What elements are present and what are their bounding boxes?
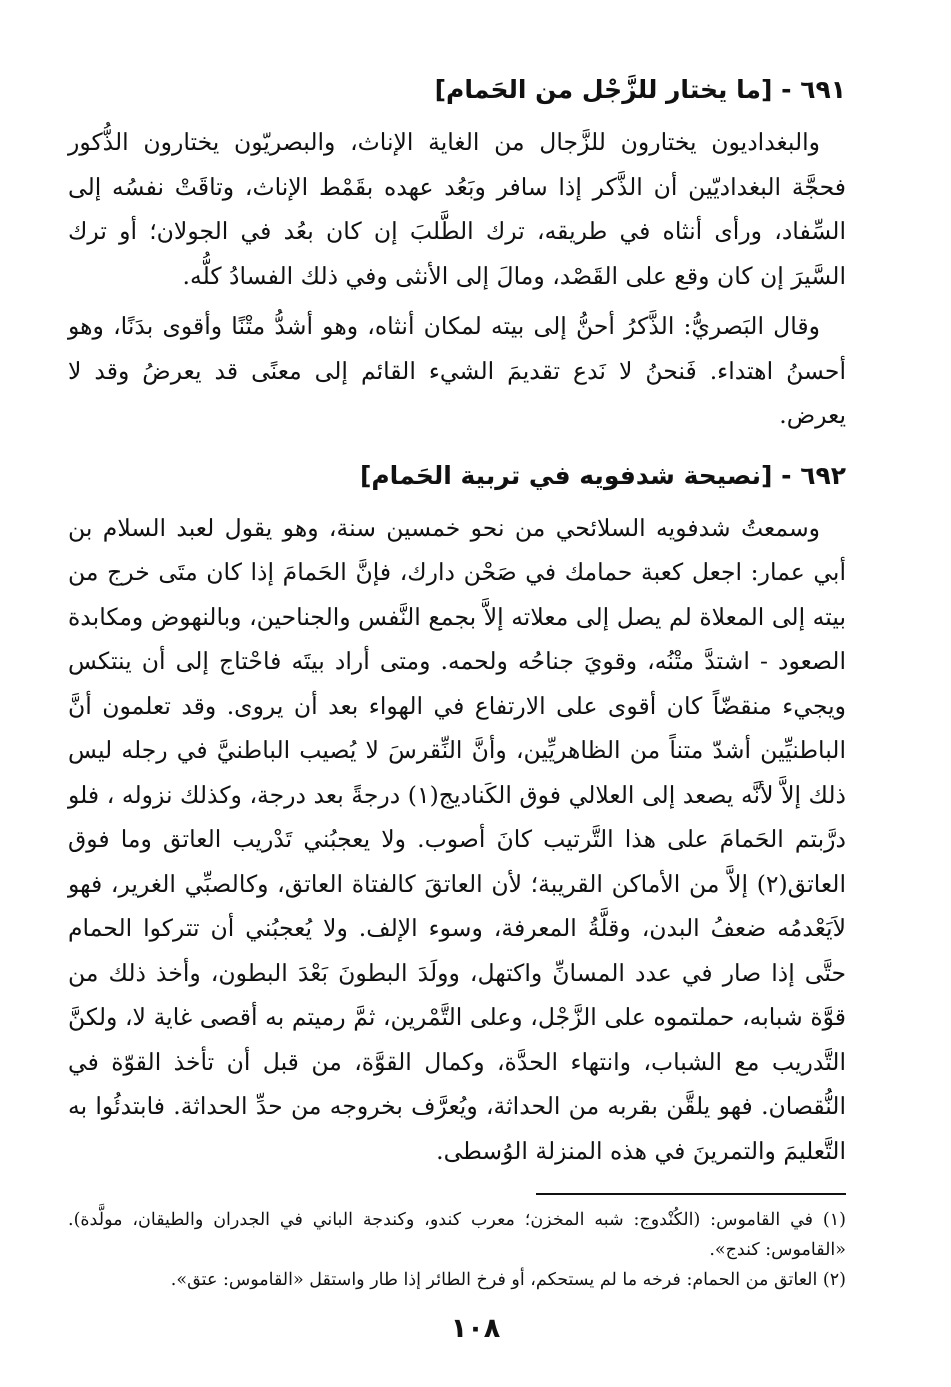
footnote-1: (١) في القاموس: (الكُنْدوج: شبه المخزن؛ معرب كندو، وكندجة الباني في الجدران والطيقان، مولَّدة). «القاموس: كندج». <box>68 1210 846 1260</box>
section-heading-691: ٦٩١ - [ما يختار للزَّجْل من الحَمام] <box>434 75 846 104</box>
footnote-separator-wrap <box>68 1193 846 1195</box>
footnote-2: (٢) العاتق من الحمام: فرخه ما لم يستحكم، أو فرخ الطائر إذا طار واستقل «القاموس: عتق». <box>170 1270 846 1290</box>
paragraph-basri-view: وقال البَصريُّ: الذَّكرُ أحنُّ إلى بيته لمكان أنثاه، وهو أشدُّ متْنًا وأقوى بدَنًا، وهو أحسنُ اهتداء. فَنحنُ لا نَدع تقديمَ الشيء القائم إلى معنًى قد يعرضُ وقد لا يعرض. <box>68 312 846 429</box>
paragraph-baghdadi-view: والبغداديون يختارون للزَّجال من الغاية الإناث، والبصريّون يختارون الذُّكور فحجَّة البغداديّين أن الذَّكر إذا سافر وبَعُد عهده بقَمْط الإناث، وتاقَتْ نفسُه إلى السِّفاد، ورأى أنثاه في طريقه، ترك الطَّلبَ إن كان بعُد في الجولان؛ أو ترك السَّيرَ إن كان وقع على القَصْد، ومالَ إلى الأنثى وفي ذلك الفسادُ كلُّه. <box>68 128 846 290</box>
paragraph-shadfawayh-advice: وسمعتُ شدفويه السلائحي من نحو خمسين سنة، وهو يقول لعبد السلام بن أبي عمار: اجعل كعبة حمامك في صَحْن دارك، فإنَّ الحَمامَ إذا كان متَى خرج من بيته إلى المعلاة لم يصل إلى معلاته إلاَّ بجمع النَّفس والجناحين، وبالنهوض ومكابدة الصعود - اشتدَّ متْنُه، وقويَ جناحُه ولحمه. ومتى أراد بيتَه فاحْتاج إلى أن ينتكس ويجيء منقضّاً كان أقوى على الارتفاع في الهواء بعد أن يروى. وقد تعلمون أنَّ الباطنيِّين أشدّ متناً من الظاهريِّين، وأنَّ النِّقرسَ لا يُصيب الباطنيَّ في رجله ليس ذلك إلاَّ لأنَّه يصعد إلى العلالي فوق الكَناديج(١) درجةً بعد درجة، وكذلك نزوله ، فلو درَّبتم الحَمامَ على هذا التَّرتيب كانَ أصوب. ولا يعجبُني تَدْريب العاتق وما فوق العاتق(٢) إلاَّ من الأماكن القريبة؛ لأن العاتقَ كالفتاة العاتق، وكالصبِّي الغرير، فهو لاَيَعْدمُه ضعفُ البدن، وقلَّةُ المعرفة، وسوء الإلف. ولا يُعجبُني أن تتركوا الحمام حتَّى إذا صار في عدد المسانِّ واكتهل، وولَدَ البطونَ بَعْدَ البطون، وأخذ ذلك من قوَّة شبابه، حملتموه على الزَّجْل، وعلى التَّمْرين، ثمَّ رميتم به أقصى غاية لا، ولكنَّ التَّدريب مع الشباب، وانتهاء الحدَّة، وكمال القوَّة، من قبل أن تأخذ القوّة في النُّقصان. فهو يلقَّن بقربه من الحداثة، ويُعرَّف بخروجه من حدِّ الحداثة. فابتدئُوا به التَّعليمَ والتمرينَ في هذه المنزلة الوُسطى. <box>68 513 846 1165</box>
footnote-separator <box>536 1193 846 1195</box>
section-heading-692: ٦٩٢ - [نصيحة شدفويه في تربية الحَمام] <box>359 460 846 490</box>
page-number: ١٠٨ <box>450 1313 501 1344</box>
